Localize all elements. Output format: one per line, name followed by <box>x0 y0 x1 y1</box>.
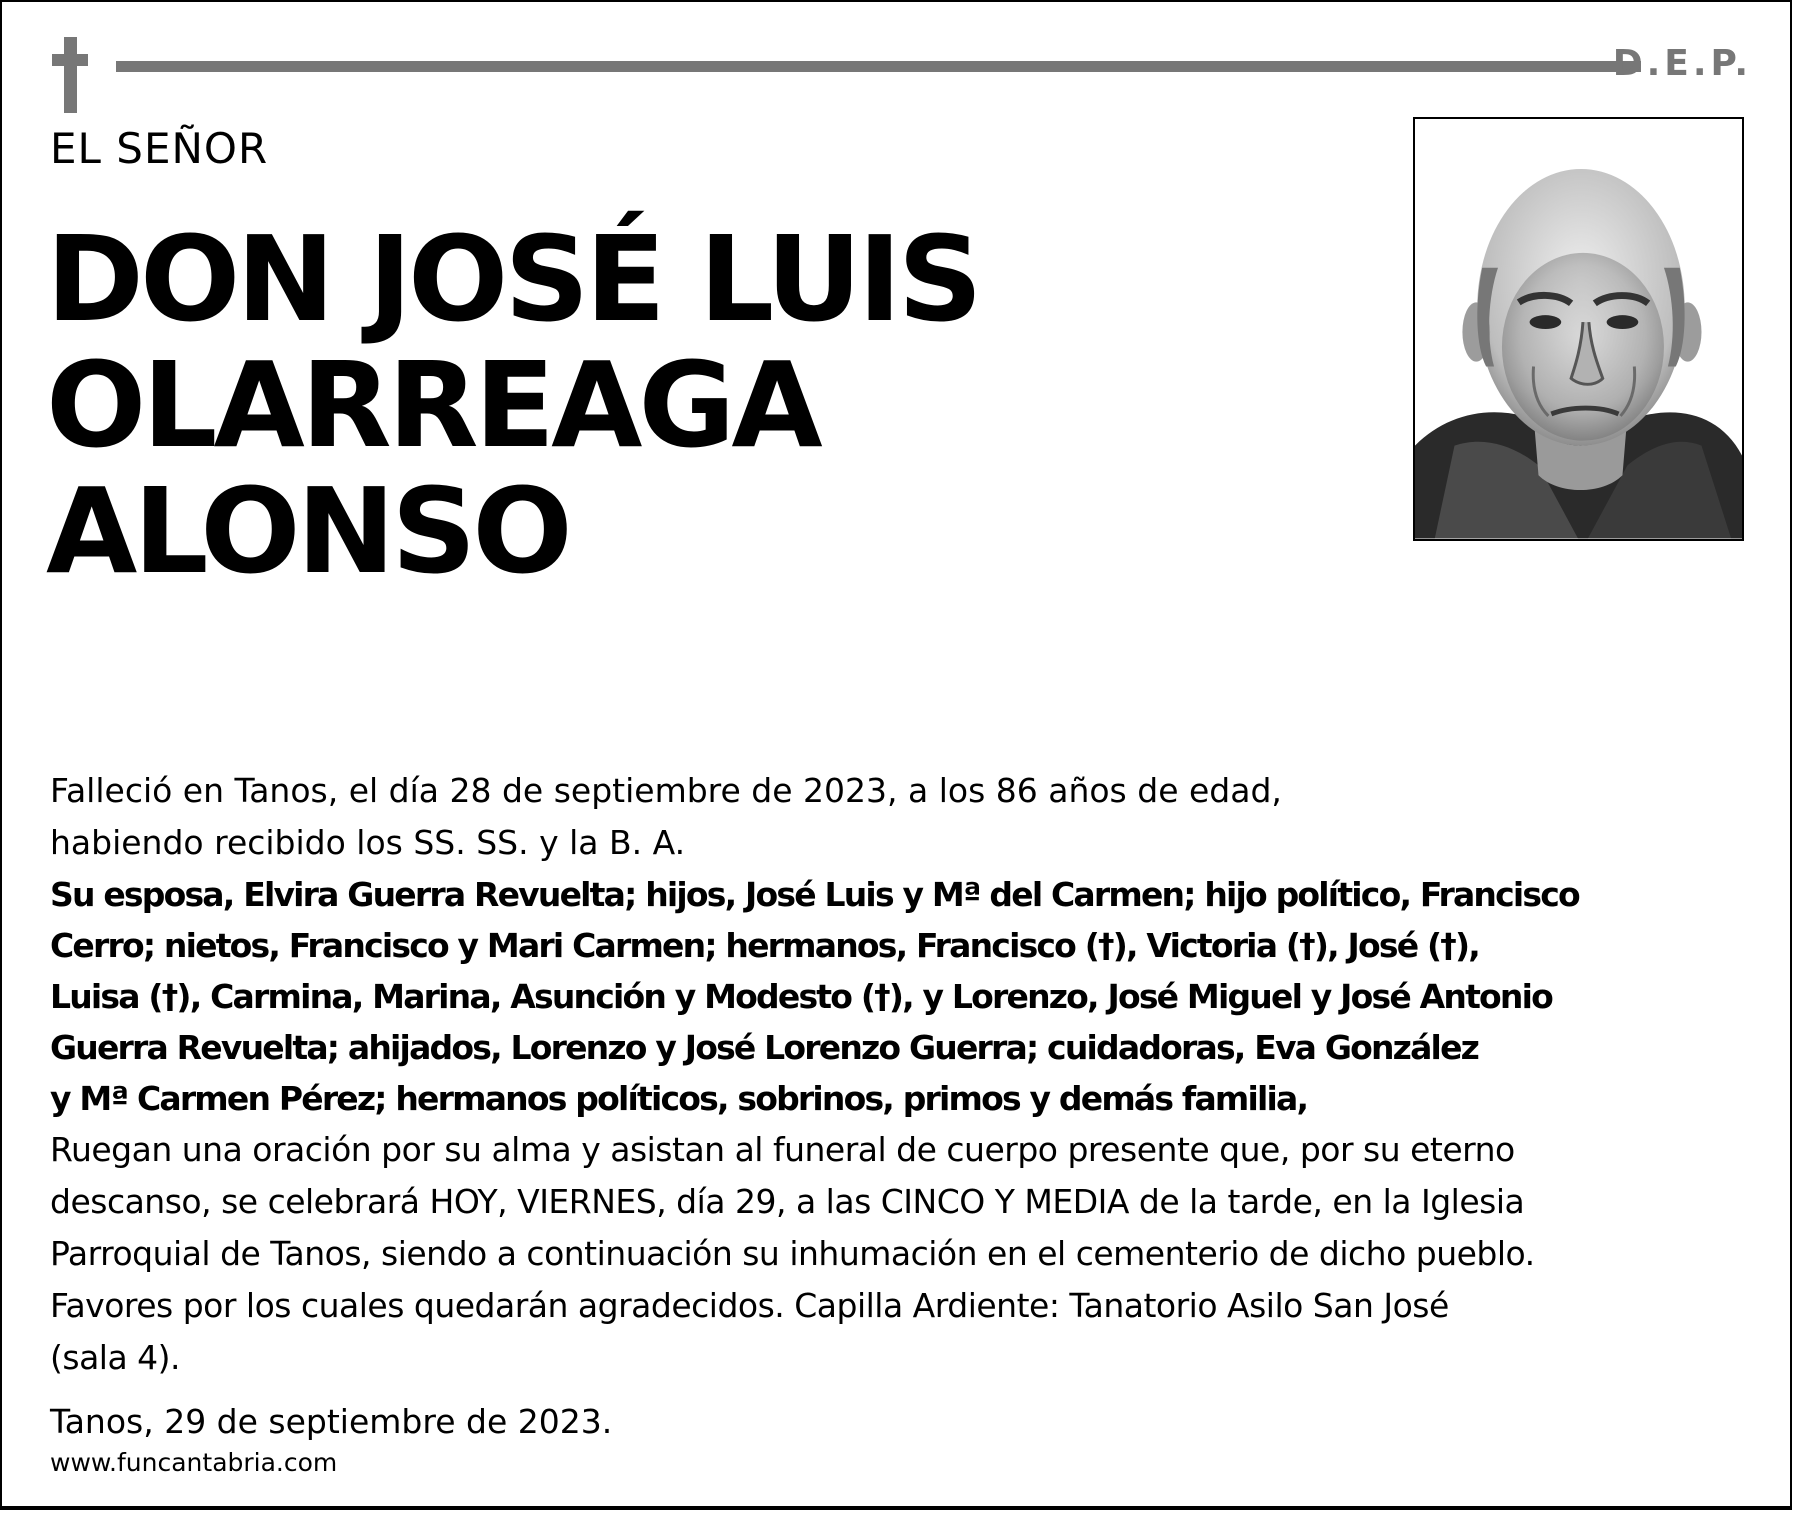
family-line: Su esposa, Elvira Guerra Revuelta; hijos, José Luis y Mª del Carmen; hijo político, Francisco <box>50 875 1579 914</box>
header-bar <box>52 37 1752 113</box>
place-date: Tanos, 29 de septiembre de 2023. <box>50 1402 613 1441</box>
funeral-request-paragraph <box>50 1124 1755 1384</box>
family-line: Cerro; nietos, Francisco y Mari Carmen; hermanos, Francisco (†), Victoria (†), José (†), <box>50 926 1480 965</box>
request-line: Ruegan una oración por su alma y asistan al funeral de cuerpo presente que, por su eterno <box>50 1130 1515 1169</box>
portrait-photo-icon <box>1415 119 1742 539</box>
intro-line: Falleció en Tanos, el día 28 de septiembre de 2023, a los 86 años de edad, <box>50 771 1282 810</box>
request-line: Favores por los cuales quedarán agradecidos. Capilla Ardiente: Tanatorio Asilo San José <box>50 1286 1449 1325</box>
latin-cross-icon <box>52 37 88 113</box>
header-rule <box>116 61 1641 72</box>
request-line: (sala 4). <box>50 1338 181 1377</box>
family-line: y Mª Carmen Pérez; hermanos políticos, sobrinos, primos y demás familia, <box>50 1079 1308 1118</box>
dep-label: D.E.P. <box>1612 43 1752 84</box>
family-line: Guerra Revuelta; ahijados, Lorenzo y José Lorenzo Guerra; cuidadoras, Eva González <box>50 1028 1479 1067</box>
portrait-photo <box>1413 117 1744 541</box>
intro-paragraph <box>50 765 1755 869</box>
honorific: EL SEÑOR <box>50 124 269 173</box>
name-line-1: DON JOSÉ LUIS <box>46 210 979 348</box>
request-line: descanso, se celebrará HOY, VIERNES, día 29, a las CINCO Y MEDIA de la tarde, en la Iglesia <box>50 1182 1525 1221</box>
name-line-3: ALONSO <box>46 462 569 600</box>
intro-line: habiendo recibido los SS. SS. y la B. A. <box>50 823 686 862</box>
website-link[interactable]: www.funcantabria.com <box>50 1448 338 1477</box>
deceased-name <box>46 210 1346 600</box>
obituary-body <box>50 765 1755 1478</box>
request-line: Parroquial de Tanos, siendo a continuación su inhumación en el cementerio de dicho pueblo. <box>50 1234 1535 1273</box>
family-paragraph <box>50 869 1755 1124</box>
family-line: Luisa (†), Carmina, Marina, Asunción y Modesto (†), y Lorenzo, José Miguel y José Antonio <box>50 977 1552 1016</box>
name-line-2: OLARREAGA <box>46 336 819 474</box>
